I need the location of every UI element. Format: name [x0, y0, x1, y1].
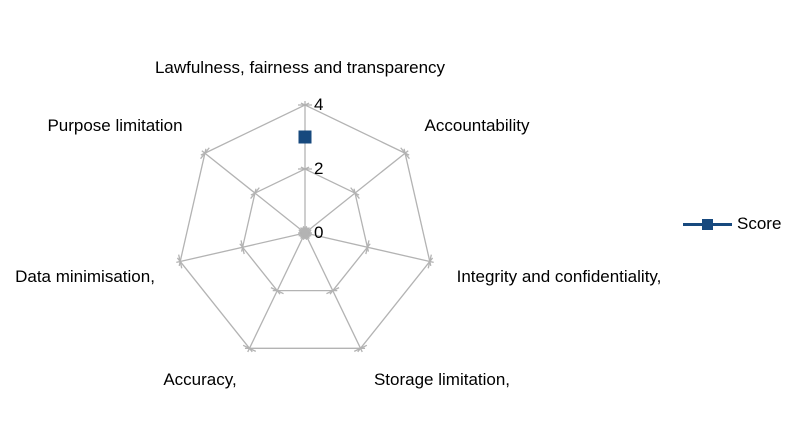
axis-label-accuracy: Accuracy, [163, 370, 237, 389]
grid-ring-line [354, 189, 368, 252]
legend [683, 214, 781, 234]
grid-tick-mark [201, 148, 210, 159]
axis-label-lawfulness: Lawfulness, fairness and transparency [154, 58, 446, 77]
grid-ring-line [251, 167, 309, 195]
grid-spoke-line [248, 228, 308, 352]
series-marker-icon [683, 219, 732, 230]
grid-ring-line [201, 103, 309, 155]
grid-ring-line [301, 167, 359, 195]
axis-label-data-minimisation: Data minimisation, [15, 267, 155, 286]
grid-ring-line [240, 244, 280, 294]
radial-tick-label-4: 4 [314, 95, 324, 114]
grid-ring-line [358, 258, 433, 352]
axis-label-accountability: Accountability [424, 116, 530, 135]
radial-tick-label-0: 0 [314, 223, 324, 242]
grid-ring-line [179, 149, 206, 266]
data-point-marker [299, 131, 312, 144]
grid-ring-line [242, 189, 256, 252]
grid-ring-line [330, 244, 370, 294]
axis-label-integrity: Integrity and confidentiality, [456, 267, 662, 286]
grid-tick-mark [401, 148, 410, 159]
grid-tick-mark [251, 188, 260, 199]
legend-square-icon [702, 219, 713, 230]
legend-label: Score [737, 214, 782, 233]
grid-spoke-line [176, 232, 311, 263]
axis-label-storage: Storage limitation, [373, 370, 511, 389]
grid-spoke-line [302, 228, 362, 352]
grid-ring-line [404, 149, 431, 266]
grid-tick-mark [351, 188, 360, 199]
radial-tick-label-2: 2 [314, 159, 324, 178]
axis-label-purpose: Purpose limitation [47, 116, 183, 135]
grid-ring-line [177, 258, 252, 352]
grid-spoke-line [202, 151, 310, 237]
